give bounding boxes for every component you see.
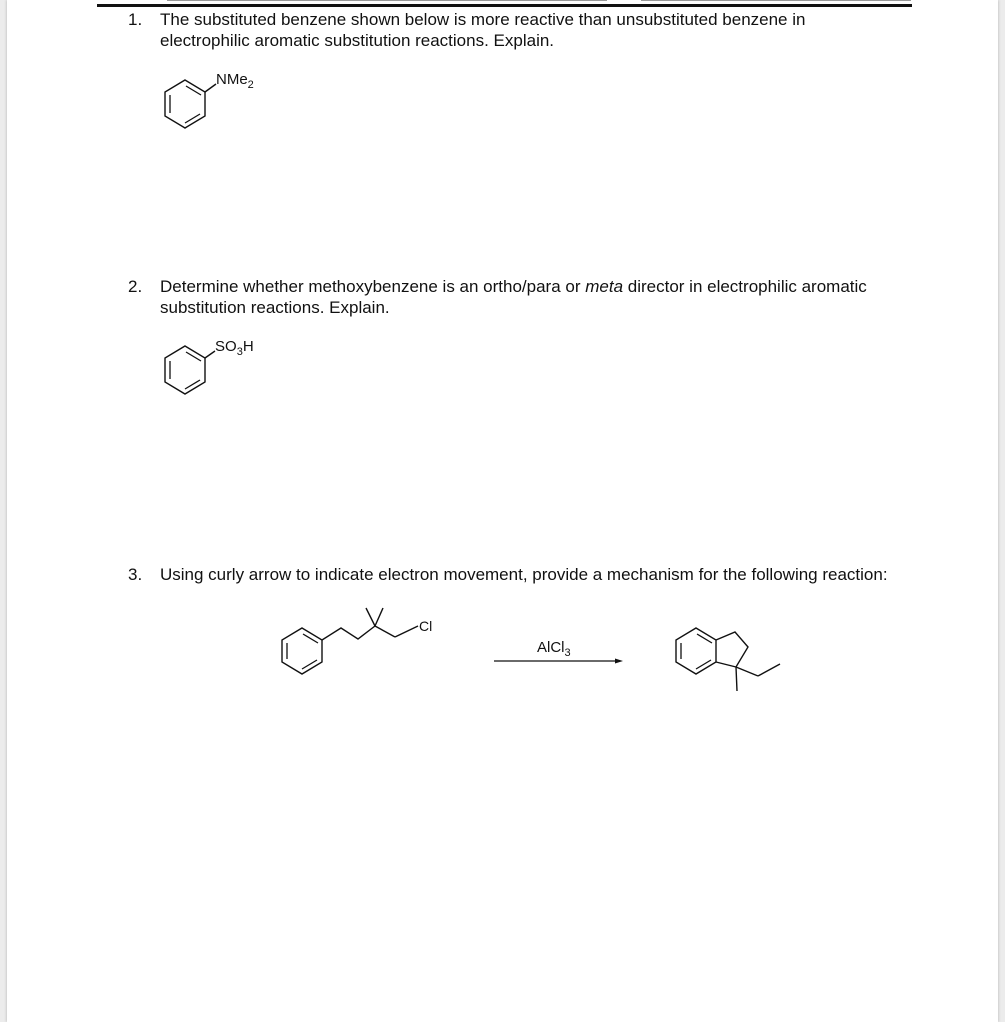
double-bond (303, 634, 318, 643)
question-number: 3. (128, 565, 143, 584)
double-bond (302, 660, 317, 669)
question-1 (128, 9, 888, 51)
question-number: 1. (128, 10, 143, 29)
double-bond (696, 660, 711, 669)
benzene-ring (676, 628, 716, 674)
ethyl-bond (758, 664, 780, 676)
benzene-ring (165, 80, 205, 128)
double-bond (186, 352, 201, 361)
substituent-bond (205, 351, 215, 358)
methyl-bond (366, 608, 375, 626)
substituent-label: NMe$_2$ (216, 71, 254, 91)
methyl-bond (736, 667, 737, 691)
document-page (7, 0, 998, 1022)
substituent-label: $SO_3H$ (215, 338, 254, 358)
reagent-label: AlCl$_3$ (537, 639, 571, 659)
alkyl-chain (322, 626, 375, 640)
product-structure (674, 620, 794, 700)
question-text: Using curly arrow to indicate electron movement, provide a mechanism for the following reaction: (160, 565, 888, 584)
arrow-head (615, 659, 623, 664)
chlorine-label: Cl (419, 618, 433, 634)
double-bond (186, 86, 201, 95)
methyl-bond (375, 608, 383, 626)
question-text: The substituted benzene shown below is more reactive than unsubstituted benzene in electrophilic aromatic substitution reactions. Explain. (160, 10, 806, 50)
double-bond (185, 380, 200, 389)
double-bond (185, 114, 200, 123)
header-rule-left (167, 0, 607, 1)
question-text: Determine whether methoxybenzene is an ortho/para or meta director in electrophilic aromatic substitution reactions. Explain. (160, 277, 867, 317)
question-number: 2. (128, 277, 143, 296)
cyclopentane-ring (716, 632, 748, 667)
c-cl-bond (395, 626, 418, 637)
question-3 (128, 564, 888, 585)
benzenesulfonic-acid-structure (158, 332, 278, 396)
substituent-bond (205, 84, 216, 92)
header-rule (97, 4, 912, 7)
ch2-bond (375, 626, 395, 637)
reactant-structure (280, 600, 460, 675)
reaction-arrow (490, 630, 630, 670)
question-2 (128, 276, 888, 318)
dimethylaniline-structure (158, 66, 278, 130)
ethyl-bond (736, 667, 758, 676)
benzene-ring (165, 346, 205, 394)
double-bond (697, 634, 712, 643)
benzene-ring (282, 628, 322, 674)
header-rule-right (641, 0, 911, 1)
